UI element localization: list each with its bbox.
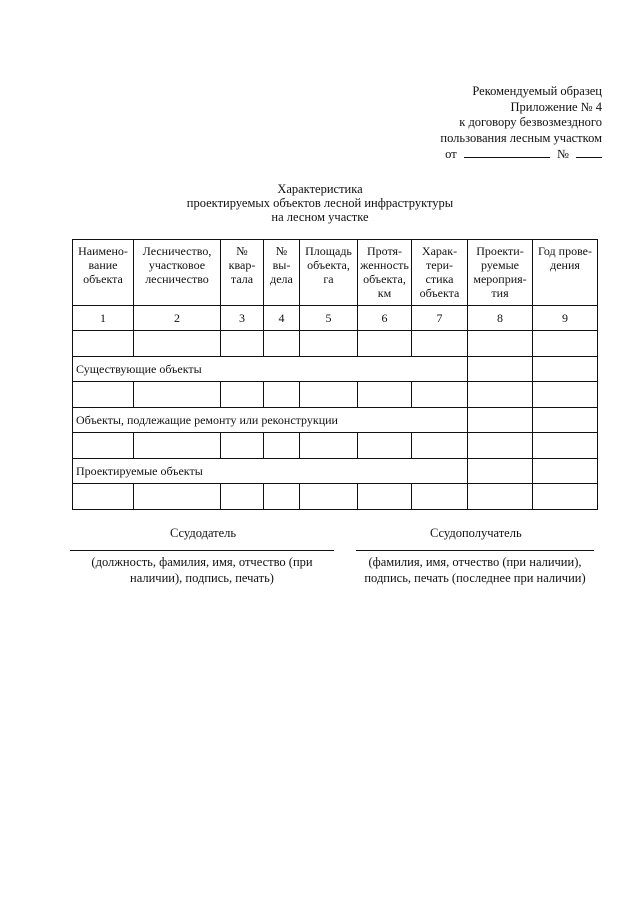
number-blank-field (576, 146, 602, 158)
column-number: 1 (73, 306, 134, 331)
table-header-row (73, 240, 598, 306)
column-number: 8 (468, 306, 533, 331)
column-number-row (73, 306, 598, 331)
table-cell (468, 459, 533, 484)
table-cell (221, 382, 264, 408)
table-cell (468, 357, 533, 382)
table-cell (533, 408, 598, 433)
table-cell (134, 382, 221, 408)
section-row-existing (73, 357, 598, 382)
table-cell (358, 331, 412, 357)
table-cell (533, 433, 598, 459)
table-cell (468, 433, 533, 459)
date-prefix: от (445, 147, 457, 161)
header-length: Протя- женность объекта, км (358, 240, 412, 306)
header-forestry: Лесничество, участковое лесничество (134, 240, 221, 306)
header-characteristic: Харак- тери- стика объекта (412, 240, 468, 306)
lender-signature-line (70, 550, 334, 551)
table-cell (73, 433, 134, 459)
table-cell (468, 331, 533, 357)
table-row (73, 433, 598, 459)
header-line-contract: к договору безвозмездного (459, 115, 602, 129)
table-cell (533, 459, 598, 484)
table-row (73, 331, 598, 357)
table-cell (468, 408, 533, 433)
infrastructure-table (72, 239, 598, 510)
table-cell (300, 433, 358, 459)
header-allotment-number: № вы- дела (264, 240, 300, 306)
table-cell (300, 382, 358, 408)
table-cell (264, 331, 300, 357)
table-cell (468, 382, 533, 408)
title-line-2: проектируемых объектов лесной инфраструктуры (186, 196, 454, 210)
table-cell (533, 331, 598, 357)
table-cell (264, 484, 300, 510)
table-cell (73, 484, 134, 510)
table-cell (73, 331, 134, 357)
column-number: 3 (221, 306, 264, 331)
table-cell (533, 357, 598, 382)
table-row (73, 484, 598, 510)
column-number: 7 (412, 306, 468, 331)
table-cell (533, 484, 598, 510)
section-label-planned: Проектируемые объекты (73, 459, 468, 484)
table-cell (134, 331, 221, 357)
borrower-signature-line (356, 550, 594, 551)
table-row (73, 382, 598, 408)
section-row-planned (73, 459, 598, 484)
table-cell (533, 382, 598, 408)
table-cell (412, 484, 468, 510)
table-cell (358, 382, 412, 408)
header-quarter-number: № квар- тала (221, 240, 264, 306)
document-title (0, 182, 640, 224)
lender-label: Ссудодатель (170, 526, 237, 540)
document-header (342, 84, 602, 163)
column-number: 5 (300, 306, 358, 331)
column-number: 2 (134, 306, 221, 331)
number-sign: № (556, 147, 569, 161)
table-cell (221, 433, 264, 459)
table-cell (221, 484, 264, 510)
lender-caption: (должность, фамилия, имя, отчество (при наличии), подпись, печать) (91, 555, 313, 585)
header-area: Площадь объекта, га (300, 240, 358, 306)
table-cell (412, 433, 468, 459)
table-cell (358, 433, 412, 459)
table-cell (264, 382, 300, 408)
header-line-appendix: Приложение № 4 (510, 99, 602, 114)
title-line-1: Характеристика (277, 182, 363, 196)
section-label-existing: Существующие объекты (73, 357, 468, 382)
table-cell (358, 484, 412, 510)
borrower-caption: (фамилия, имя, отчество (при наличии), подпись, печать (последнее при наличии) (364, 555, 586, 585)
column-number: 9 (533, 306, 598, 331)
header-line-sample: Рекомендуемый образец (472, 84, 602, 98)
header-date-number-line (342, 146, 602, 163)
date-blank-field (464, 146, 550, 158)
column-number: 6 (358, 306, 412, 331)
table-cell (221, 331, 264, 357)
table-cell (412, 331, 468, 357)
header-planned-measures: Проекти- руемые мероприя- тия (468, 240, 533, 306)
table-cell (264, 433, 300, 459)
borrower-label: Ссудополучатель (430, 526, 522, 540)
header-object-name: Наимено- вание объекта (73, 240, 134, 306)
header-year: Год прове- дения (533, 240, 598, 306)
table-cell (468, 484, 533, 510)
table-cell (134, 484, 221, 510)
table-cell (412, 382, 468, 408)
header-line-land-use: пользования лесным участком (440, 130, 602, 145)
table-cell (73, 382, 134, 408)
section-row-repair (73, 408, 598, 433)
table-cell (134, 433, 221, 459)
table-cell (300, 331, 358, 357)
section-label-repair: Объекты, подлежащие ремонту или реконструкции (73, 408, 468, 433)
title-line-3: на лесном участке (271, 210, 369, 224)
column-number: 4 (264, 306, 300, 331)
table-cell (300, 484, 358, 510)
